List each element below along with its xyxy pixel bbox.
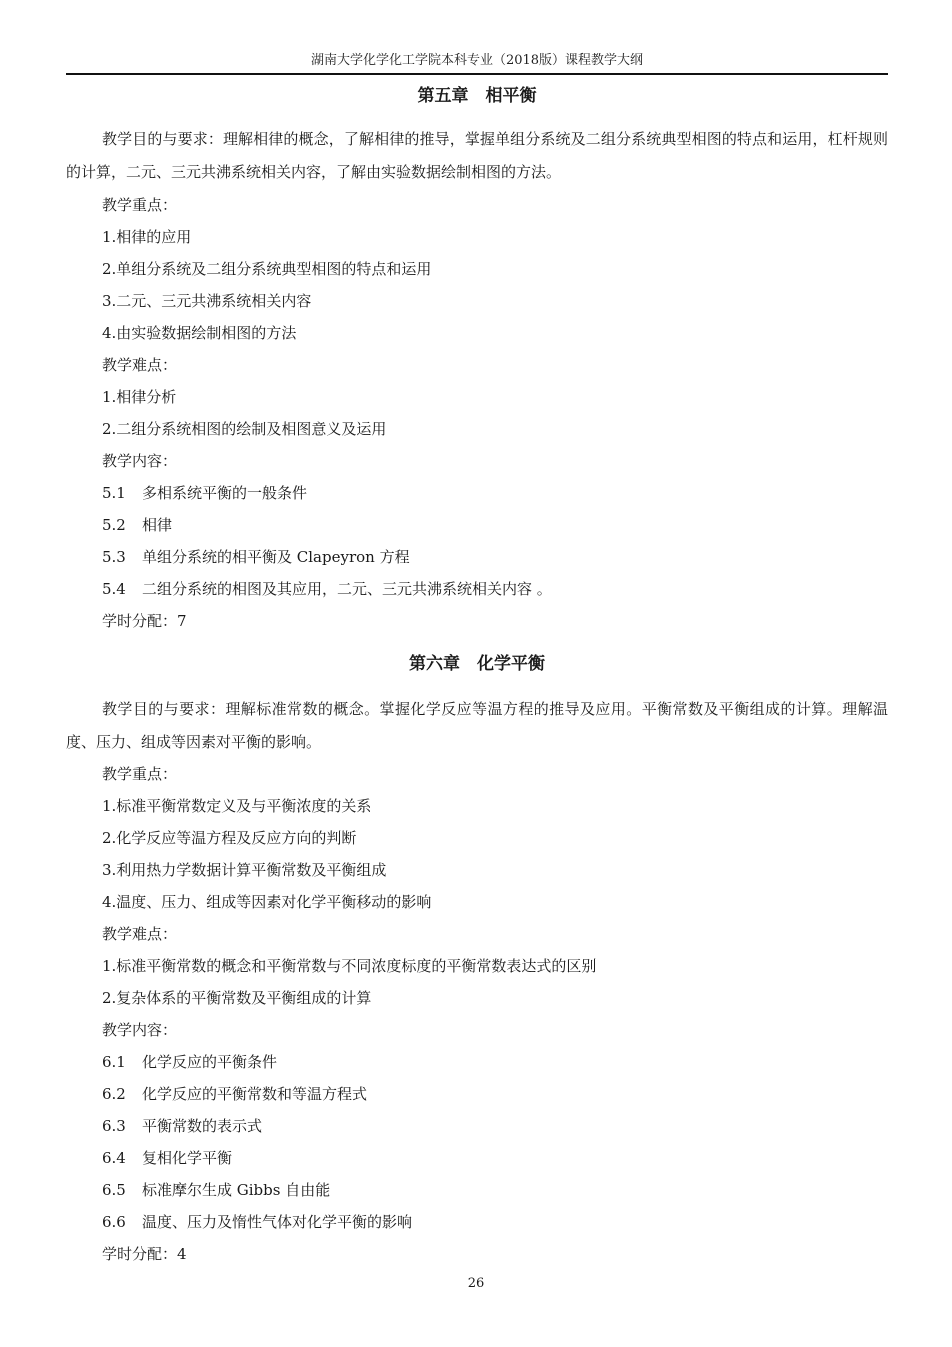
chapter-5-hours: 学时分配：7 [102,612,187,630]
chapter-6-difficulty: 2.复杂体系的平衡常数及平衡组成的计算 [102,989,372,1007]
chapter-6-key-point: 4.温度、压力、组成等因素对化学平衡移动的影响 [102,893,432,911]
content-item-text: 化学反应的平衡条件 [142,1053,278,1071]
chapter-5-content-item [102,514,172,536]
content-item-text: 复相化学平衡 [142,1149,233,1167]
chapter-6-key-point: 1.标准平衡常数定义及与平衡浓度的关系 [102,797,372,815]
content-item-text: 二组分系统的相图及其应用，二元、三元共沸系统相关内容 。 [142,580,552,598]
content-item-text: 相律 [142,516,173,534]
chapter-5-title: 第五章 相平衡 [417,86,537,106]
chapter-5-key-points-label: 教学重点： [102,196,178,214]
content-item-text: 化学反应的平衡常数和等温方程式 [142,1085,368,1103]
content-item-number: 6.4 [102,1149,126,1167]
chapter-6-difficulties-label: 教学难点： [102,925,178,943]
chapter-5-key-point: 1.相律的应用 [102,228,192,246]
content-item-number: 5.1 [102,484,126,502]
chapter-6-content-item [102,1179,330,1201]
chapter-6-objective: 教学目的与要求：理解标准常数的概念。掌握化学反应等温方程的推导及应用。平衡常数及平衡组成的计算。理解温度、压力、组成等因素对平衡的影响。 [66,700,888,751]
content-item-number: 6.5 [102,1181,126,1199]
chapter-5-content-label: 教学内容： [102,452,178,470]
chapter-6-key-point: 3.利用热力学数据计算平衡常数及平衡组成 [102,861,387,879]
chapter-6-content-item [102,1211,412,1233]
content-item-number: 6.6 [102,1213,126,1231]
chapter-6-content-item [102,1083,367,1105]
content-item-text: 单组分系统的相平衡及 Clapeyron 方程 [142,548,410,566]
chapter-5-difficulties-label: 教学难点： [102,356,178,374]
content-item-number: 5.4 [102,580,126,598]
content-item-number: 6.3 [102,1117,126,1135]
chapter-5-difficulty: 2.二组分系统相图的绘制及相图意义及运用 [102,420,387,438]
content-item-number: 6.2 [102,1085,126,1103]
chapter-5-content-item [102,482,307,504]
header-divider [66,73,888,75]
chapter-5-difficulty: 1.相律分析 [102,388,177,406]
chapter-6-key-point: 2.化学反应等温方程及反应方向的判断 [102,829,357,847]
content-item-text: 多相系统平衡的一般条件 [142,484,308,502]
chapter-6-key-points-label: 教学重点： [102,765,178,783]
chapter-5-key-point: 4.由实验数据绘制相图的方法 [102,324,297,342]
chapter-5-content-item [102,546,410,568]
content-item-text: 温度、压力及惰性气体对化学平衡的影响 [142,1213,413,1231]
chapter-5-content-item [102,578,552,600]
content-item-text: 标准摩尔生成 Gibbs 自由能 [142,1181,331,1199]
chapter-6-hours: 学时分配：4 [102,1245,187,1263]
chapter-5-key-point: 2.单组分系统及二组分系统典型相图的特点和运用 [102,260,432,278]
content-item-number: 5.2 [102,516,126,534]
content-item-number: 6.1 [102,1053,126,1071]
chapter-6-content-label: 教学内容： [102,1021,178,1039]
content-item-text: 平衡常数的表示式 [142,1117,263,1135]
page-number: 26 [467,1276,485,1291]
content-item-number: 5.3 [102,548,126,566]
chapter-6-content-item [102,1147,232,1169]
chapter-6-content-item [102,1115,262,1137]
chapter-5-key-point: 3.二元、三元共沸系统相关内容 [102,292,312,310]
chapter-6-title: 第六章 化学平衡 [409,654,545,674]
chapter-6-content-item [102,1051,277,1073]
running-header: 湖南大学化学化工学院本科专业（2018版）课程教学大纲 [310,53,644,68]
chapter-6-difficulty: 1.标准平衡常数的概念和平衡常数与不同浓度标度的平衡常数表达式的区别 [102,957,597,975]
chapter-5-objective: 教学目的与要求：理解相律的概念，了解相律的推导，掌握单组分系统及二组分系统典型相图的特点和运用，杠杆规则的计算，二元、三元共沸系统相关内容，了解由实验数据绘制相图的方法。 [66,130,888,181]
